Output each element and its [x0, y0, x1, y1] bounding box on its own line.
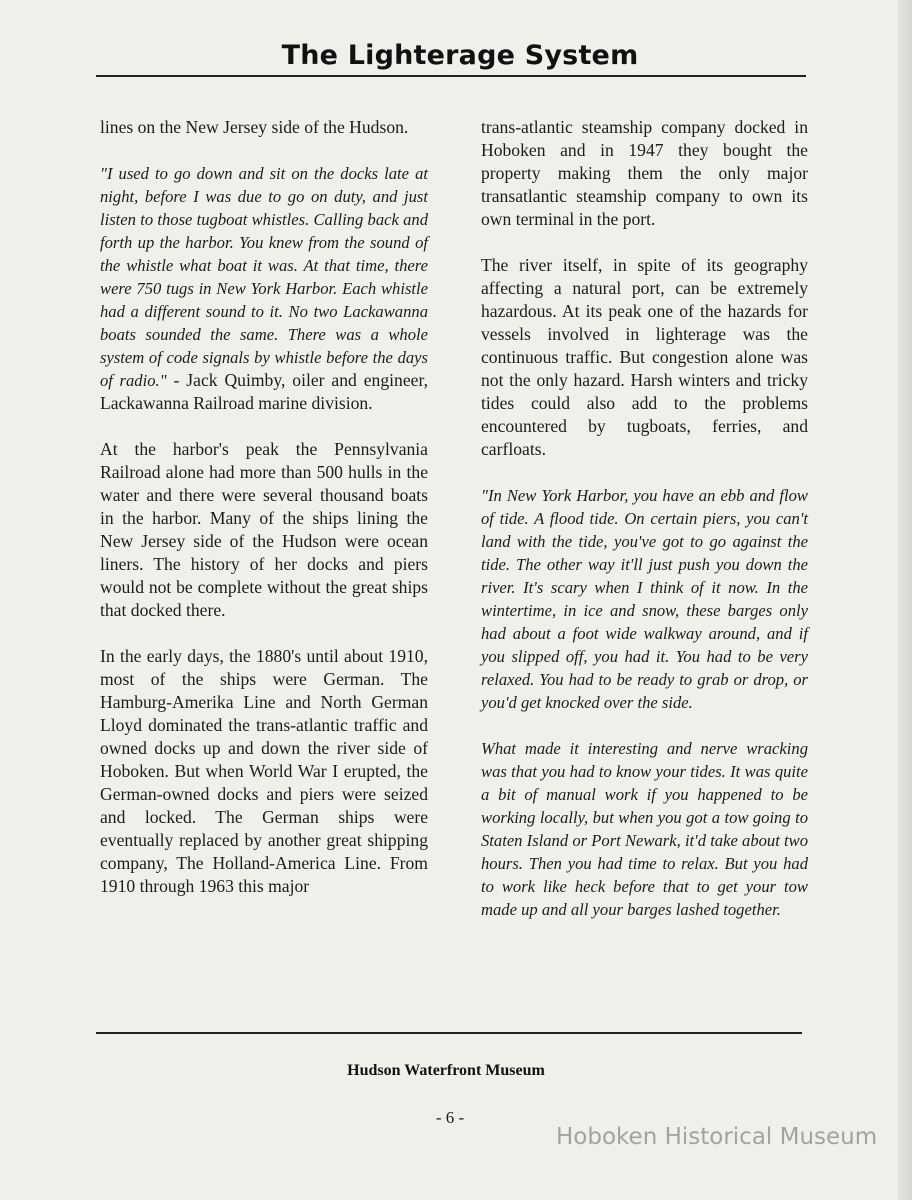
page-number: - 6 - — [435, 1108, 465, 1127]
paragraph: trans-atlantic steamship company docked in Hoboken and in 1947 they bought the property making them the only major transatlantic steamship company to own its own terminal in the port. — [481, 117, 808, 229]
quote-paragraph — [100, 162, 428, 415]
left-column — [100, 116, 428, 921]
paragraph: The river itself, in spite of its geography affecting a natural port, can be extremely hazardous. At its peak one of the hazards for vessels involved in lighterage was the continuous traffic. But congestion alone was not the only hazard. Harsh winters and tricky tides could also add to the problems encountered by tugboats, ferries, and carfloats. — [481, 255, 808, 459]
paragraph: In the early days, the 1880's until about 1910, most of the ships were German. The Hamburg-Amerika Line and North German Lloyd dominated the trans-atlantic traffic and owned docks up and down the river side of Hoboken. But when World War I erupted, the German-owned docks and piers were seized and locked. The German ships were eventually replaced by another great shipping company, The Holland-America Line. From 1910 through 1963 this major — [100, 646, 428, 896]
paragraph: lines on the New Jersey side of the Hudson. — [100, 117, 409, 137]
quote-text: "I used to go down and sit on the docks late at night, before I was due to go on duty, and just listen to those tugboat whistles. Calling back and forth up the harbor. You knew from the sound of the whistle what boat it was. At that time, there were 750 tugs in New York Harbor. Each whistle had a different sound to it. No two Lackawanna boats sounded the same. There was a whole system of code signals by whistle before the days of radio." — [100, 164, 428, 390]
footer-divider — [96, 1032, 802, 1034]
header-divider — [96, 75, 806, 77]
footer-organization: Hudson Waterfront Museum — [347, 1062, 545, 1079]
quote-attribution: - Jack Quimby, oiler and engineer, Lackawanna Railroad marine division. — [100, 370, 428, 413]
watermark: Hoboken Historical Museum — [556, 1124, 878, 1150]
page-edge-shadow — [898, 0, 912, 1200]
page-title: The Lighterage System — [281, 40, 639, 71]
quote-paragraph: What made it interesting and nerve wracking was that you had to know your tides. It was quite a bit of manual work if you happened to be working locally, but when you got a tow going to Staten Island or Port Newark, it'd take about two hours. Then you had time to relax. But you had to work like heck before that to get your tow made up and all your barges lashed together. — [481, 739, 808, 919]
quote-paragraph: "In New York Harbor, you have an ebb and flow of tide. A flood tide. On certain piers, you can't land with the tide, you've got to go against the tide. The other way it'll just push you down the river. It's scary when I think of it now. In the wintertime, in ice and snow, these barges only had about a foot wide walkway around, and if you slipped off, you had it. You had to be very relaxed. You had to be ready to grab or drop, or you'd get knocked over the side. — [481, 486, 808, 712]
right-column — [481, 116, 808, 944]
paragraph: At the harbor's peak the Pennsylvania Railroad alone had more than 500 hulls in the water and there were several thousand boats in the harbor. Many of the ships lining the New Jersey side of the Hudson were ocean liners. The history of her docks and piers would not be complete without the great ships that docked there. — [100, 439, 428, 620]
